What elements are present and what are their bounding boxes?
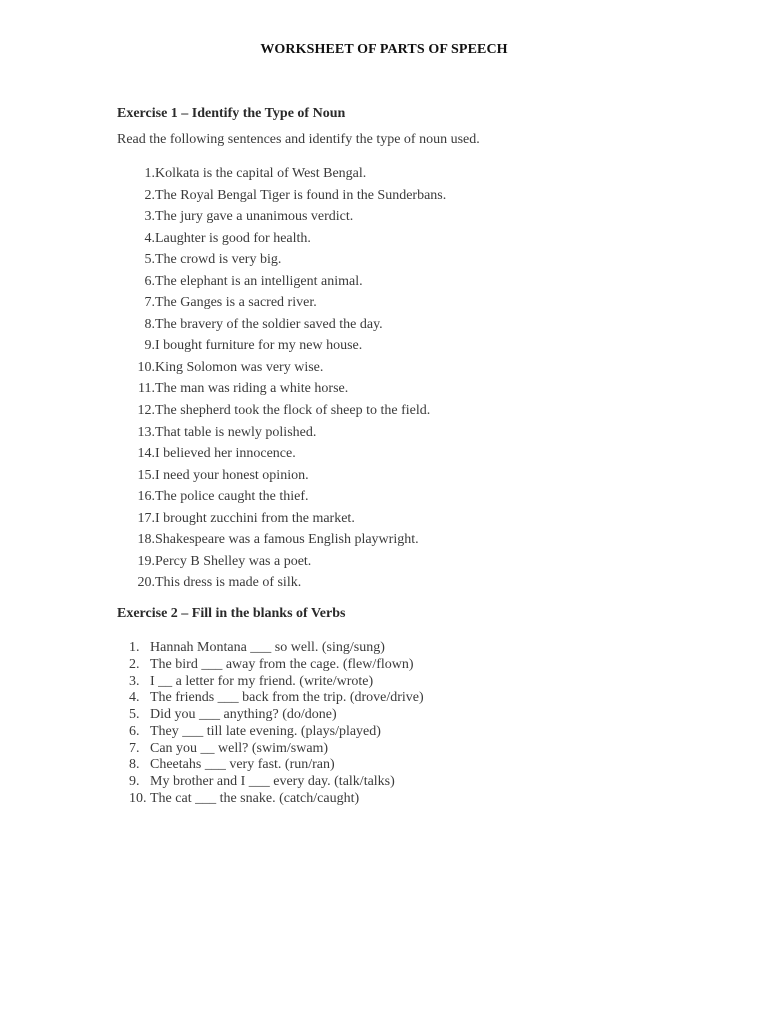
item-text: Percy B Shelley was a poet. — [155, 553, 312, 569]
list-item — [117, 791, 424, 808]
item-text: Kolkata is the capital of West Bengal. — [155, 166, 367, 181]
list-item — [117, 774, 424, 791]
item-number: 19. — [137, 553, 155, 569]
list-item — [117, 572, 446, 594]
exercise-1-list — [117, 163, 446, 594]
item-text: The bravery of the soldier saved the day. — [155, 316, 383, 332]
item-number: 20. — [137, 575, 155, 591]
item-text: This dress is made of silk. — [155, 575, 302, 591]
item-number: 9. — [129, 774, 140, 789]
list-item — [117, 741, 424, 758]
item-text: They ___ till late evening. (plays/played) — [150, 723, 381, 739]
list-item — [117, 508, 446, 530]
list-item — [117, 486, 446, 508]
item-number: 4. — [144, 230, 155, 246]
item-text: I bought furniture for my new house. — [155, 338, 363, 354]
item-text: Cheetahs ___ very fast. (run/ran) — [150, 757, 335, 773]
item-number: 2. — [129, 656, 140, 672]
item-number: 12. — [137, 403, 155, 419]
item-text: Laughter is good for health. — [155, 230, 311, 246]
item-text: Shakespeare was a famous English playwright. — [155, 532, 419, 548]
item-number: 3. — [129, 673, 140, 689]
item-text: The shepherd took the flock of sheep to the field. — [155, 403, 431, 419]
item-text: The elephant is an intelligent animal. — [155, 273, 363, 289]
list-item — [117, 185, 446, 207]
exercise-1-instructions: Read the following sentences and identify the type of noun used. — [117, 132, 480, 147]
list-item — [117, 249, 446, 271]
item-number: 8. — [129, 757, 140, 773]
item-text: I believed her innocence. — [155, 446, 296, 462]
item-text: The police caught the thief. — [155, 489, 309, 505]
list-item — [117, 443, 446, 465]
list-item — [117, 271, 446, 293]
document-title: WORKSHEET OF PARTS OF SPEECH — [260, 42, 508, 57]
exercise-2-list — [117, 640, 424, 808]
list-item — [117, 757, 424, 774]
item-number: 1. — [144, 166, 155, 181]
list-item — [117, 551, 446, 573]
item-text: The man was riding a white horse. — [155, 381, 349, 397]
item-number: 18. — [137, 532, 155, 548]
list-item — [117, 335, 446, 357]
item-number: 10. — [129, 790, 147, 806]
item-number: 4. — [129, 690, 140, 706]
list-item — [117, 314, 446, 336]
item-text: The jury gave a unanimous verdict. — [155, 209, 354, 225]
item-text: That table is newly polished. — [155, 424, 317, 440]
list-item — [117, 292, 446, 314]
item-text: King Solomon was very wise. — [155, 359, 324, 375]
list-item — [117, 529, 446, 551]
item-text: The bird ___ away from the cage. (flew/flown) — [150, 656, 414, 672]
item-number: 15. — [137, 467, 155, 483]
item-number: 14. — [137, 446, 155, 462]
list-item — [117, 690, 424, 707]
list-item — [117, 674, 424, 691]
list-item — [117, 378, 446, 400]
item-text: The Ganges is a sacred river. — [155, 295, 317, 311]
item-number: 16. — [137, 489, 155, 505]
item-text: I __ a letter for my friend. (write/wrote) — [150, 673, 374, 689]
item-text: Did you ___ anything? (do/done) — [150, 707, 337, 722]
list-item — [117, 228, 446, 250]
item-number: 7. — [144, 295, 155, 311]
item-text: Hannah Montana ___ so well. (sing/sung) — [150, 640, 385, 655]
list-item — [117, 163, 446, 185]
list-item — [117, 707, 424, 724]
list-item — [117, 422, 446, 444]
exercise-2-heading: Exercise 2 – Fill in the blanks of Verbs — [117, 606, 346, 621]
list-item — [117, 640, 424, 657]
list-item — [117, 724, 424, 741]
item-number: 7. — [129, 740, 140, 756]
list-item — [117, 465, 446, 487]
list-item — [117, 657, 424, 674]
item-number: 13. — [137, 424, 155, 440]
item-number: 5. — [144, 252, 155, 268]
item-number: 1. — [129, 640, 140, 655]
item-number: 2. — [144, 187, 155, 203]
item-text: I brought zucchini from the market. — [155, 510, 355, 526]
item-number: 8. — [144, 316, 155, 332]
item-text: The friends ___ back from the trip. (drove/drive) — [150, 690, 424, 706]
item-text: My brother and I ___ every day. (talk/talks) — [150, 774, 395, 789]
item-number: 11. — [138, 381, 155, 397]
item-number: 6. — [144, 273, 155, 289]
item-number: 17. — [137, 510, 155, 526]
item-text: Can you __ well? (swim/swam) — [150, 740, 329, 756]
item-number: 9. — [144, 338, 155, 354]
item-text: The Royal Bengal Tiger is found in the Sunderbans. — [155, 187, 447, 203]
item-text: I need your honest opinion. — [155, 467, 309, 483]
item-text: The crowd is very big. — [155, 252, 282, 268]
item-number: 5. — [129, 707, 140, 722]
item-number: 10. — [137, 359, 155, 375]
list-item — [117, 357, 446, 379]
item-number: 6. — [129, 723, 140, 739]
list-item — [117, 400, 446, 422]
item-text: The cat ___ the snake. (catch/caught) — [150, 790, 360, 806]
item-number: 3. — [144, 209, 155, 225]
list-item — [117, 206, 446, 228]
exercise-1-heading: Exercise 1 – Identify the Type of Noun — [117, 106, 346, 121]
